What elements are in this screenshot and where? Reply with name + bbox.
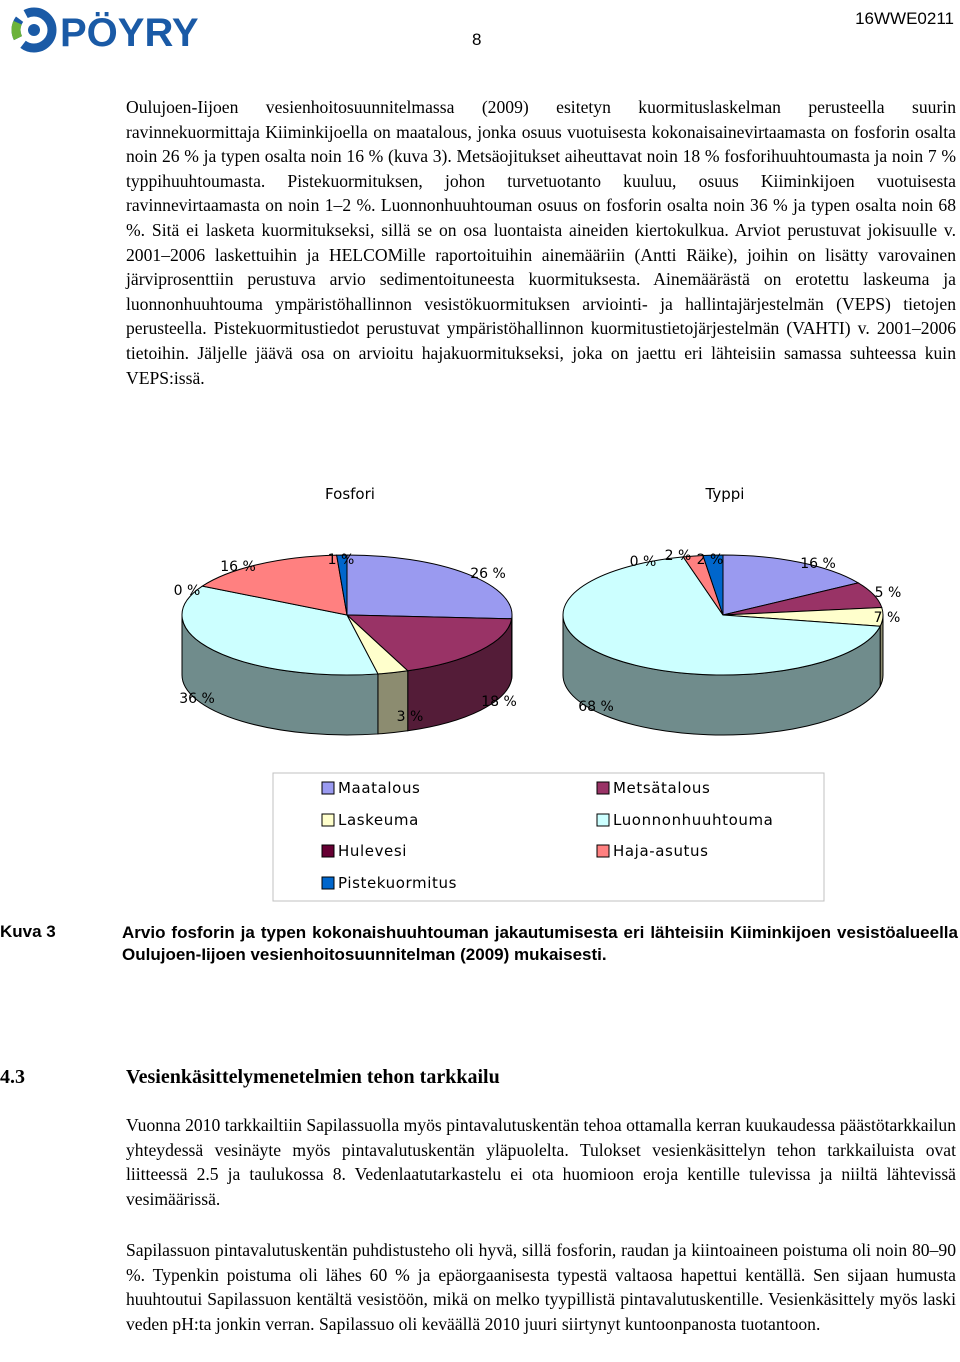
intro-paragraph: Oulujoen-Iijoen vesienhoitosuunnitelmassa (2009) esitetyn kuormituslaskelman perusteella suurin ravinnekuormittaja Kiiminkijoella on maatalous, jonka osuus vuotuisesta kokonaisainevirtaamasta on fosforin osalta noin 26 % ja typen osalta noin 16 % (kuva 3). Metsäojitukset aiheuttavat noin 18 % fosforihuuhtoumasta ja noin 7 % typpihuuhtoumasta. Pistekuormituksen, johon turvetuotanto kuuluu, osuus Kiiminkijoen vuotuisesta ravinnevirtaamasta on noin 1–2 %. Luonnonhuuhtouman osuus on fosforin osalta noin 36 % ja typen osalta noin 68 %. Sitä ei lasketa kuormitukseksi, sillä se on osa luontaista aineiden kiertokulkua. Arviot perustuvat jokisuulle v. 2001–2006 laskettuihin ja HELCOMille raportoituihin ainemääriin (Antti Räike), joihin on lisätty varovainen järviprosenttiin perustuva arvio sedimentoituneesta kuormituksesta. Ainemäärästä on erotettu laskeuma ja luonnonhuuhtouma ympäristöhallinnon vesistökuormituksen arviointi- ja hallintajärjestelmän (VEPS) tietojen perusteella. Pistekuormitustiedot perustuvat ympäristöhallinnon kuormitustietojärjestelmän (VAHTI) v. 2001–2006 tietoihin. Jäljelle jäävä osa on arvioitu hajakuormitukseksi, joka on jaettu eri lähteisiin samassa suhteessa kuin VEPS:issä. <box>126 97 956 388</box>
chart-legend <box>273 773 824 901</box>
chart-title-typpi: Typpi <box>705 485 745 503</box>
page-number: 8 <box>472 30 482 49</box>
fosfori-label-pistekuormitus: 1 % <box>327 552 355 568</box>
typpi-label-haja-asutus: 2 % <box>696 552 724 568</box>
figure-label: Kuva 3 <box>0 922 56 941</box>
page-header <box>0 0 960 60</box>
legend-label-maatalous: Maatalous <box>338 779 421 797</box>
figure-caption: Arvio fosforin ja typen kokonaishuuhtouman jakautumisesta eri lähteisiin Kiiminkijoen vesistöalueella Oulujoen-Iijoen vesienhoitosuunnitelman (2009) mukaisesti. <box>122 923 958 964</box>
legend-label-hulevesi: Hulevesi <box>338 842 408 860</box>
typpi-label-maatalous: 16 % <box>800 556 836 572</box>
chart-title-fosfori: Fosfori <box>325 485 375 503</box>
legend-label-laskeuma: Laskeuma <box>338 811 419 829</box>
legend-label-metsätalous: Metsätalous <box>613 779 711 797</box>
fosfori-slice-maatalous <box>347 555 512 619</box>
fosfori-label-maatalous: 26 % <box>470 566 506 582</box>
poyry-logo <box>10 6 270 54</box>
legend-swatch-luonnonhuuhtouma <box>597 814 609 826</box>
svg-text:PÖYRY: PÖYRY <box>60 11 199 54</box>
typpi-label-luonnonhuuhtouma: 68 % <box>578 699 614 715</box>
legend-swatch-metsätalous <box>597 782 609 794</box>
section-paragraph-1: Vuonna 2010 tarkkailtiin Sapilassuolla myös pintavalutuskentän tehoa ottamalla kerran kuukaudessa päästötarkkailun yhteydessä vesinäyte myös pintavalutuskentän yläpuolelta. Tulokset vesienkäsittelyn tehon tarkkailuista ovat liitteessä 2.5 ja taulukossa 8. Vedenlaatutarkastelu ei ota huomioon eroja kentille tulevissa ja niiltä lähtevissä vesimäärissä. <box>126 1115 956 1209</box>
fosfori-label-laskeuma: 3 % <box>396 709 424 725</box>
section-title: Vesienkäsittelymenetelmien tehon tarkkailu <box>126 1066 500 1088</box>
fosfori-label-hulevesi: 0 % <box>173 583 201 599</box>
legend-swatch-laskeuma <box>322 814 334 826</box>
section-number: 4.3 <box>0 1066 25 1088</box>
legend-swatch-pistekuormitus <box>322 877 334 889</box>
pie-fosfori <box>182 555 512 735</box>
typpi-label-laskeuma: 5 % <box>874 585 902 601</box>
fosfori-label-luonnonhuuhtouma: 36 % <box>179 691 215 707</box>
section-paragraph-2: Sapilassuon pintavalutuskentän puhdistusteho oli hyvä, sillä fosforin, raudan ja kiintoaineen poistuma oli noin 80–90 %. Typenkin poistuma oli lähes 60 % ja epäorgaanisesta typestä valtaosa hapettui kentällä. Sen sijaan humusta huuhtoutui Sapilassuon kentältä vesistöön, mikä on melko tyypillistä pintavalutuskentille. Vesienkäsittely myös laski veden pH:ta jonkin verran. Sapilassuo oli keväällä 2010 juuri siirtynyt kuntoonpanosta tuotantoon. <box>126 1240 956 1334</box>
legend-swatch-maatalous <box>322 782 334 794</box>
document-code: 16WWE0211 <box>855 9 954 28</box>
legend-label-pistekuormitus: Pistekuormitus <box>338 874 458 892</box>
legend-swatch-haja-asutus <box>597 845 609 857</box>
pie-charts <box>0 470 960 910</box>
fosfori-label-haja-asutus: 16 % <box>220 559 256 575</box>
typpi-label-pistekuormitus: 2 % <box>664 548 692 564</box>
typpi-label-metsätalous: 7 % <box>873 610 901 626</box>
typpi-label-hulevesi: 0 % <box>629 554 657 570</box>
legend-label-luonnonhuuhtouma: Luonnonhuuhtouma <box>613 811 774 829</box>
fosfori-label-metsätalous: 18 % <box>481 694 517 710</box>
legend-label-haja-asutus: Haja-asutus <box>613 842 709 860</box>
legend-swatch-hulevesi <box>322 845 334 857</box>
